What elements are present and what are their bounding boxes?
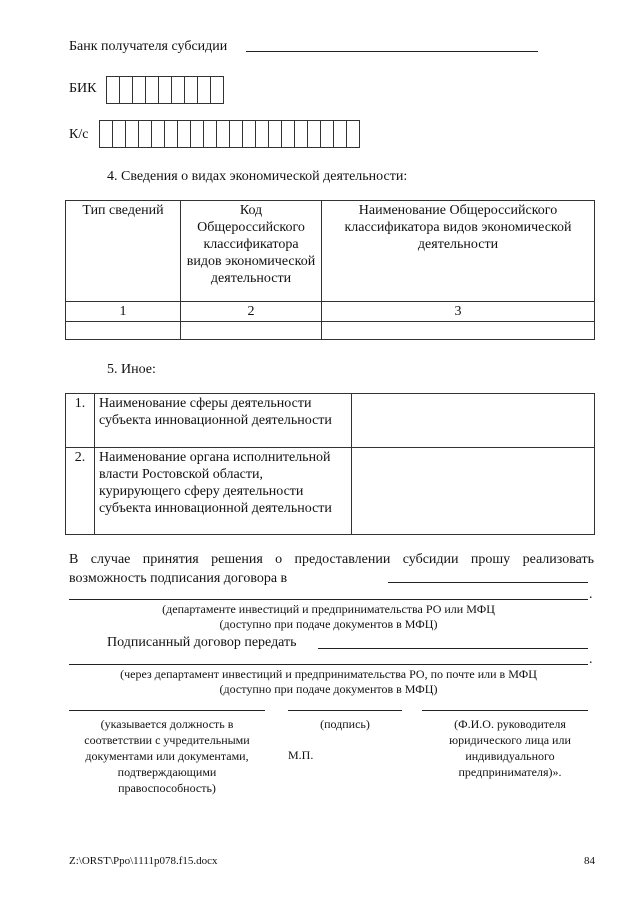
contract-paragraph-text: В случае принятия решения о предоставлении субсидии прошу реализовать возможность подписания договора в bbox=[69, 552, 594, 586]
footer-file-path: Z:\ORST\Ppo\1111p078.f15.docx bbox=[69, 855, 218, 867]
other-row-label: Наименование органа исполнительной власти Ростовской области, курирующего сферу деятельности субъекта инновационной деятельности bbox=[95, 448, 352, 535]
position-hint: (указывается должность в соответствии с учредительными документами или документами, подтверждающими правоспособность) bbox=[84, 717, 250, 795]
other-row-label: Наименование сферы деятельности субъекта инновационной деятельности bbox=[95, 394, 352, 448]
transfer-line[interactable] bbox=[318, 648, 588, 649]
other-row-value[interactable] bbox=[352, 448, 595, 535]
contract-hint-1: (департаменте инвестиций и предпринимательства РО или МФЦ bbox=[162, 602, 495, 616]
ks-digit-box[interactable] bbox=[243, 121, 256, 147]
bank-label: Банк получателя субсидии bbox=[69, 39, 228, 54]
signature-line[interactable] bbox=[288, 710, 402, 711]
ks-digit-box[interactable] bbox=[269, 121, 282, 147]
contract-place-line[interactable] bbox=[388, 582, 588, 583]
other-row-number: 1. bbox=[66, 394, 95, 448]
transfer-hint-1: (через департамент инвестиций и предпринимательства РО, по почте или в МФЦ bbox=[120, 667, 537, 681]
ks-digit-box[interactable] bbox=[191, 121, 204, 147]
position-line[interactable] bbox=[69, 710, 265, 711]
other-row-value[interactable] bbox=[352, 394, 595, 448]
bik-input-boxes[interactable] bbox=[106, 76, 224, 104]
section5-title: 5. Иное: bbox=[107, 362, 156, 377]
ks-digit-box[interactable] bbox=[308, 121, 321, 147]
other-row-number: 2. bbox=[66, 448, 95, 535]
ks-digit-box[interactable] bbox=[347, 121, 359, 147]
bik-digit-box[interactable] bbox=[172, 77, 185, 103]
name-line[interactable] bbox=[422, 710, 588, 711]
bik-label: БИК bbox=[69, 81, 97, 96]
okved-header-code: Код Общероссийского классификатора видов экономической деятельности bbox=[181, 201, 322, 302]
okved-header-name: Наименование Общероссийского классификатора видов экономической деятельности bbox=[322, 201, 595, 302]
ks-input-boxes[interactable] bbox=[99, 120, 360, 148]
signature-hint: (подпись) bbox=[320, 717, 370, 731]
ks-digit-box[interactable] bbox=[100, 121, 113, 147]
ks-digit-box[interactable] bbox=[217, 121, 230, 147]
ks-digit-box[interactable] bbox=[178, 121, 191, 147]
contract-end-mark: . bbox=[589, 587, 593, 602]
ks-digit-box[interactable] bbox=[334, 121, 347, 147]
ks-digit-box[interactable] bbox=[295, 121, 308, 147]
footer-page-number: 84 bbox=[584, 855, 595, 867]
ks-digit-box[interactable] bbox=[139, 121, 152, 147]
contract-place-line-2[interactable] bbox=[69, 599, 588, 600]
okved-cell-type[interactable] bbox=[66, 322, 181, 340]
okved-number-3: 3 bbox=[322, 302, 595, 322]
transfer-hint-2: (доступно при подаче документов в МФЦ) bbox=[219, 682, 438, 696]
section4-title: 4. Сведения о видах экономической деятельности: bbox=[107, 169, 408, 184]
bik-digit-box[interactable] bbox=[146, 77, 159, 103]
ks-digit-box[interactable] bbox=[204, 121, 217, 147]
transfer-line-2[interactable] bbox=[69, 664, 588, 665]
ks-digit-box[interactable] bbox=[165, 121, 178, 147]
stamp-label: М.П. bbox=[288, 748, 314, 762]
ks-digit-box[interactable] bbox=[230, 121, 243, 147]
okved-number-1: 1 bbox=[66, 302, 181, 322]
ks-digit-box[interactable] bbox=[321, 121, 334, 147]
contract-hint-2: (доступно при подаче документов в МФЦ) bbox=[219, 617, 438, 631]
ks-digit-box[interactable] bbox=[126, 121, 139, 147]
okved-number-2: 2 bbox=[181, 302, 322, 322]
ks-digit-box[interactable] bbox=[282, 121, 295, 147]
bik-digit-box[interactable] bbox=[211, 77, 223, 103]
bik-digit-box[interactable] bbox=[120, 77, 133, 103]
name-hint: (Ф.И.О. руководителя юридического лица или индивидуального предпринимателя)». bbox=[449, 717, 571, 779]
transfer-label: Подписанный договор передать bbox=[107, 635, 297, 650]
transfer-end-mark: . bbox=[589, 652, 593, 667]
ks-digit-box[interactable] bbox=[152, 121, 165, 147]
okved-table bbox=[65, 200, 595, 340]
okved-header-type: Тип сведений bbox=[66, 201, 181, 302]
ks-digit-box[interactable] bbox=[113, 121, 126, 147]
bank-input-line[interactable] bbox=[246, 51, 538, 52]
bik-digit-box[interactable] bbox=[185, 77, 198, 103]
bik-digit-box[interactable] bbox=[198, 77, 211, 103]
other-table bbox=[65, 393, 595, 535]
ks-label: К/с bbox=[69, 127, 89, 142]
bik-digit-box[interactable] bbox=[159, 77, 172, 103]
okved-cell-code[interactable] bbox=[181, 322, 322, 340]
okved-cell-name[interactable] bbox=[322, 322, 595, 340]
bik-digit-box[interactable] bbox=[107, 77, 120, 103]
ks-digit-box[interactable] bbox=[256, 121, 269, 147]
bik-digit-box[interactable] bbox=[133, 77, 146, 103]
